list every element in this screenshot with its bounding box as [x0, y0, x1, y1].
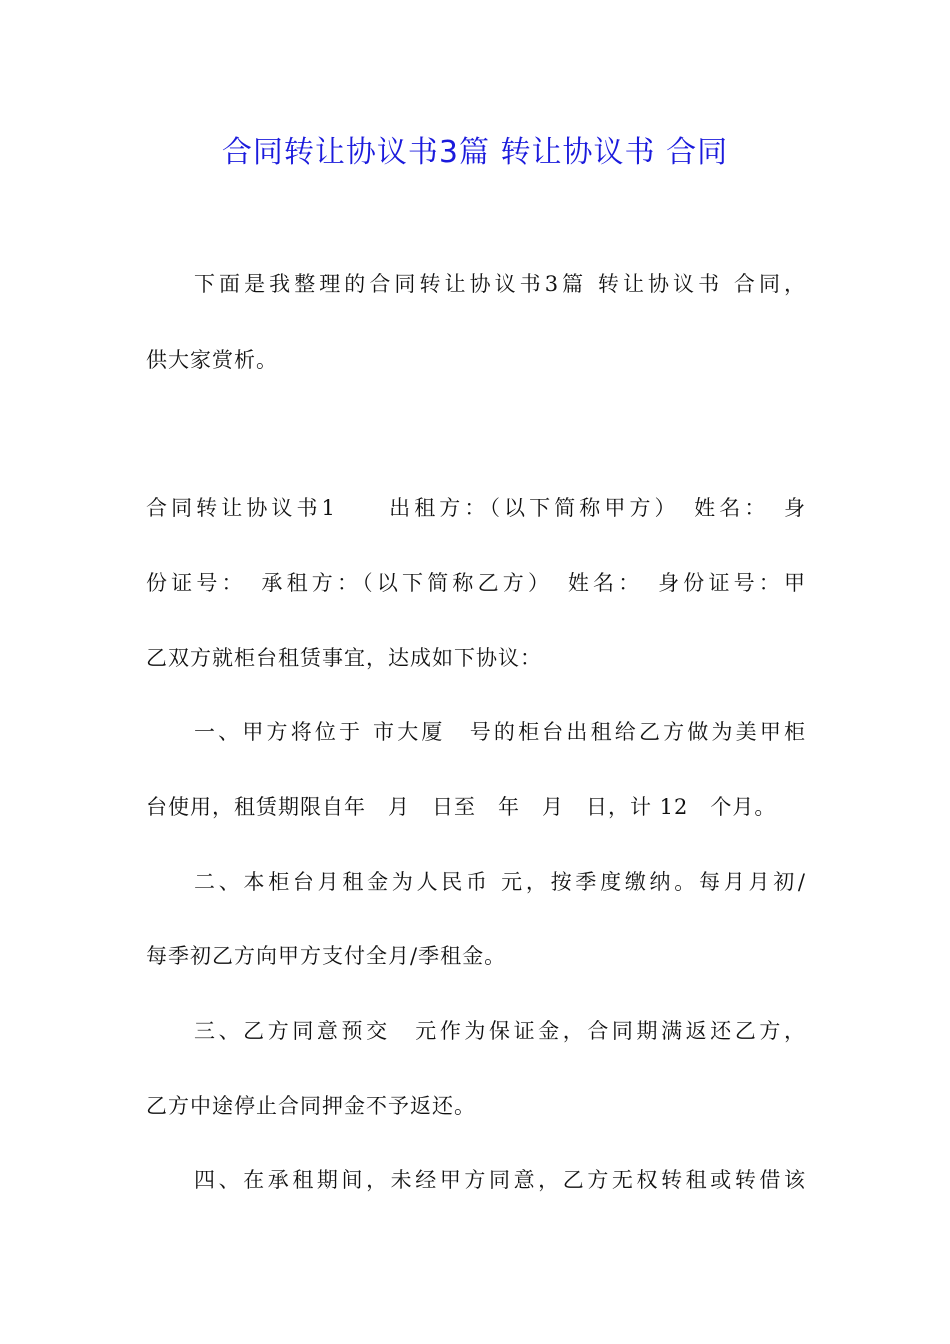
- clause-1-line-2: 台使用，租赁期限自年 月 日至 年 月 日，计 12 个月。: [146, 795, 777, 819]
- paragraph-contract-line-3: 乙双方就柜台租赁事宜，达成如下协议：: [146, 646, 542, 670]
- paragraph-contract-line-2: 份证号： 承租方：（以下简称乙方） 姓名： 身份证号：甲: [146, 571, 806, 595]
- clause-1-line-1: 一、甲方将位于 市大厦 号的柜台出租给乙方做为美甲柜: [194, 720, 806, 744]
- clause-3-line-1: 三、乙方同意预交 元作为保证金，合同期满返还乙方，: [194, 1019, 806, 1043]
- clause-4-line-1: 四、在承租期间，未经甲方同意，乙方无权转租或转借该: [194, 1168, 806, 1192]
- clause-2-line-1: 二、本柜台月租金为人民币 元，按季度缴纳。每月月初/: [194, 870, 806, 894]
- paragraph-contract-line-1: 合同转让协议书1 出租方：（以下简称甲方） 姓名： 身: [146, 496, 806, 520]
- clause-2-line-2: 每季初乙方向甲方支付全月/季租金。: [146, 944, 507, 968]
- paragraph-intro-line-1: 下面是我整理的合同转让协议书3篇 转让协议书 合同，: [194, 272, 806, 296]
- paragraph-intro-line-2: 供大家赏析。: [146, 348, 278, 372]
- document-title: 合同转让协议书3篇 转让协议书 合同: [221, 135, 729, 170]
- clause-3-line-2: 乙方中途停止合同押金不予返还。: [146, 1094, 476, 1118]
